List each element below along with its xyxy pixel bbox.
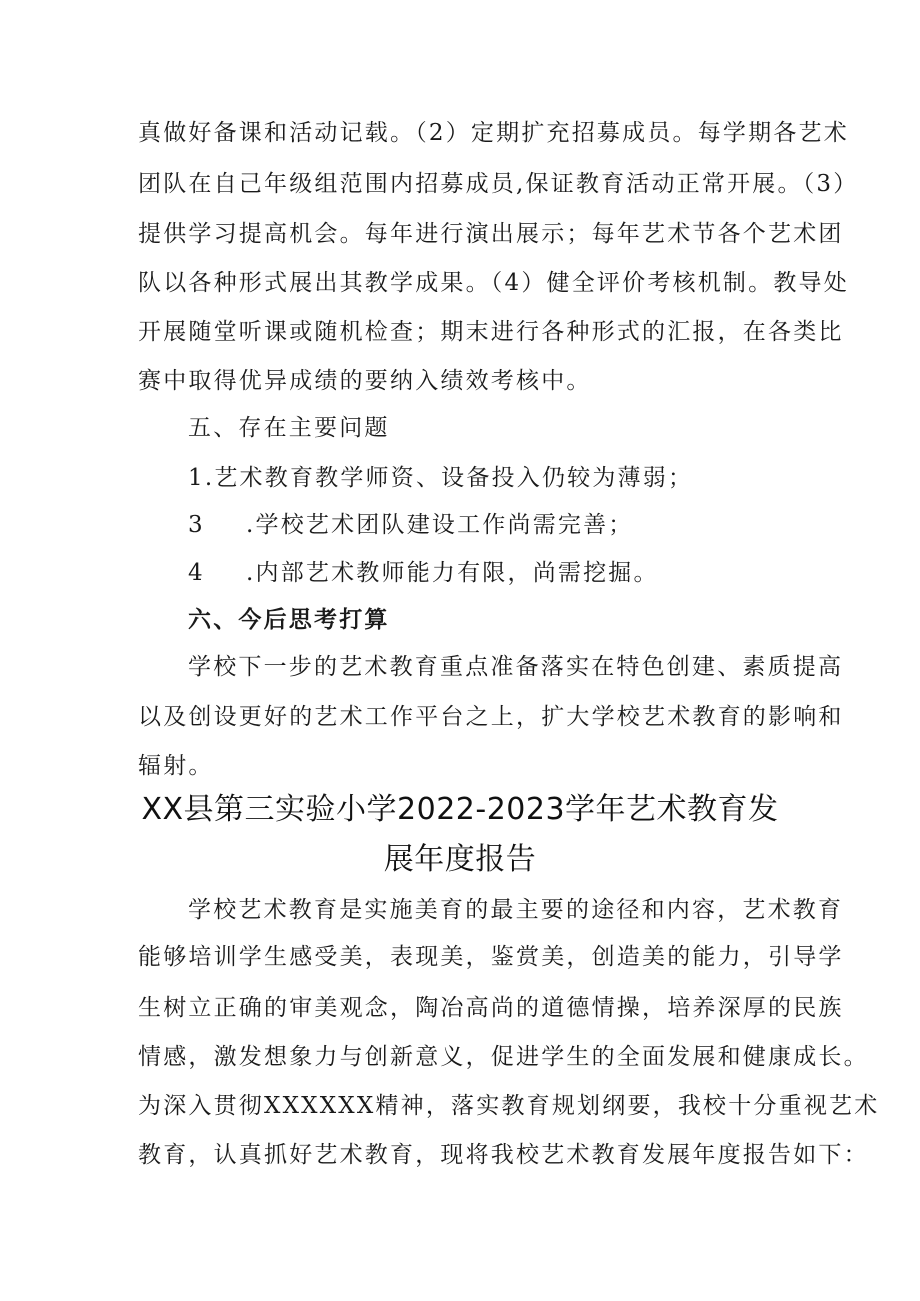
paragraph-line: 开展随堂听课或随机检查；期末进行各种形式的汇报，在各类比 — [138, 319, 844, 345]
problem-item — [188, 463, 693, 493]
paragraph-line: 为深入贯彻XXXXXX精神，落实教育规划纲要，我校十分重视艺术 — [138, 1093, 880, 1119]
paragraph-line: 真做好备课和活动记载。（2）定期扩充招募成员。每学期各艺术 — [138, 120, 849, 146]
problem-item — [188, 558, 659, 588]
paragraph-line: 学校下一步的艺术教育重点准备落实在特色创建、素质提高 — [188, 654, 844, 680]
paragraph-line: 赛中取得优异成绩的要纳入绩效考核中。 — [138, 368, 592, 394]
problem-text: .内部艺术教师能力有限，尚需挖掘。 — [246, 560, 659, 586]
problem-number: 4 — [188, 560, 205, 586]
problem-text: .学校艺术团队建设工作尚需完善； — [246, 512, 634, 538]
paragraph-line: 以及创设更好的艺术工作平台之上，扩大学校艺术教育的影响和 — [138, 704, 844, 730]
report-title-line1: XX县第三实验小学2022-2023学年艺术教育发 — [141, 792, 779, 827]
section-heading-problems: 五、存在主要问题 — [188, 415, 390, 441]
paragraph-line: 能够培训学生感受美，表现美，鉴赏美，创造美的能力，引导学 — [138, 944, 844, 970]
problem-text: 1.艺术教育教学师资、设备投入仍较为薄弱； — [188, 465, 694, 491]
paragraph-line: 队以各种形式展出其教学成果。（4）健全评价考核机制。教导处 — [138, 270, 849, 296]
problem-item — [188, 510, 634, 540]
section-heading-plans: 六、今后思考打算 — [188, 607, 390, 633]
problem-number: 3 — [188, 512, 205, 538]
paragraph-line: 生树立正确的审美观念，陶冶高尚的道德情操，培养深厚的民族 — [138, 995, 844, 1021]
paragraph-line: 辐射。 — [138, 753, 214, 779]
paragraph-line: 学校艺术教育是实施美育的最主要的途径和内容，艺术教育 — [188, 897, 844, 923]
report-title-line2: 展年度报告 — [383, 842, 537, 877]
paragraph-line: 教育，认真抓好艺术教育，现将我校艺术教育发展年度报告如下： — [138, 1142, 869, 1168]
paragraph-line: 团队在自己年级组范围内招募成员,保证教育活动正常开展。（3） — [138, 171, 859, 197]
paragraph-line: 提供学习提高机会。每年进行演出展示；每年艺术节各个艺术团 — [138, 221, 844, 247]
paragraph-line: 情感，激发想象力与创新意义，促进学生的全面发展和健康成长。 — [138, 1044, 869, 1070]
